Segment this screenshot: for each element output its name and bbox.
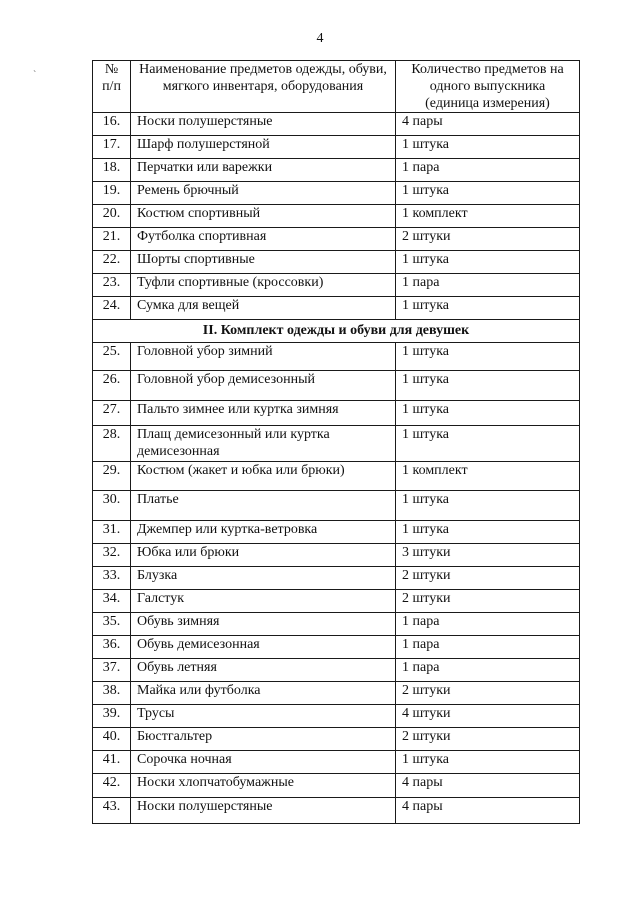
row-number: 26.: [93, 371, 131, 401]
row-quantity: 1 штука: [396, 182, 580, 205]
row-item-name: Костюм спортивный: [131, 205, 396, 228]
row-quantity: 2 штуки: [396, 590, 580, 613]
row-item-name: Джемпер или куртка-ветровка: [131, 521, 396, 544]
row-item-name: Трусы: [131, 705, 396, 728]
table-row: [93, 401, 580, 426]
row-quantity: 1 пара: [396, 636, 580, 659]
row-number: 17.: [93, 136, 131, 159]
table-row: [93, 705, 580, 728]
table-row: [93, 774, 580, 798]
row-number: 16.: [93, 113, 131, 136]
row-item-name: Носки полушерстяные: [131, 113, 396, 136]
row-item-name: Перчатки или варежки: [131, 159, 396, 182]
table-row: [93, 544, 580, 567]
row-quantity: 2 штуки: [396, 728, 580, 751]
row-item-name: Шорты спортивные: [131, 251, 396, 274]
table-row: [93, 182, 580, 205]
row-number: 19.: [93, 182, 131, 205]
row-item-name: Бюстгальтер: [131, 728, 396, 751]
table-row: [93, 682, 580, 705]
table-row: [93, 590, 580, 613]
row-item-name: Туфли спортивные (кроссовки): [131, 274, 396, 297]
row-item-name: Футболка спортивная: [131, 228, 396, 251]
row-quantity: 1 пара: [396, 159, 580, 182]
row-item-name: Блузка: [131, 567, 396, 590]
table-row: [93, 521, 580, 544]
table-row: [93, 613, 580, 636]
row-quantity: 1 штука: [396, 751, 580, 774]
table-row: [93, 159, 580, 182]
row-quantity: 1 штука: [396, 343, 580, 371]
table-row: [93, 567, 580, 590]
row-quantity: 2 штуки: [396, 682, 580, 705]
section-title: II. Комплект одежды и обуви для девушек: [93, 320, 580, 343]
row-number: 29.: [93, 462, 131, 491]
header-item-name: Наименование предметов одежды, обуви, мягкого инвентаря, оборудования: [131, 61, 396, 113]
row-quantity: 1 штука: [396, 251, 580, 274]
row-number: 31.: [93, 521, 131, 544]
row-number: 33.: [93, 567, 131, 590]
row-quantity: 1 пара: [396, 613, 580, 636]
table-row: [93, 136, 580, 159]
row-number: 25.: [93, 343, 131, 371]
table-row: [93, 659, 580, 682]
row-number: 34.: [93, 590, 131, 613]
row-quantity: 2 штуки: [396, 228, 580, 251]
row-quantity: 2 штуки: [396, 567, 580, 590]
row-quantity: 1 штука: [396, 491, 580, 521]
table-row: [93, 113, 580, 136]
row-item-name: Пальто зимнее или куртка зимняя: [131, 401, 396, 426]
row-item-name: Плащ демисезонный или куртка демисезонная: [131, 426, 396, 462]
table-row: [93, 228, 580, 251]
row-item-name: Головной убор демисезонный: [131, 371, 396, 401]
row-item-name: Майка или футболка: [131, 682, 396, 705]
row-item-name: Ремень брючный: [131, 182, 396, 205]
row-quantity: 1 штука: [396, 371, 580, 401]
table-row: [93, 798, 580, 824]
table-row: [93, 371, 580, 401]
row-quantity: 4 пары: [396, 798, 580, 824]
table-row: [93, 636, 580, 659]
row-quantity: 1 пара: [396, 659, 580, 682]
row-quantity: 4 штуки: [396, 705, 580, 728]
row-number: 40.: [93, 728, 131, 751]
table-row: [93, 491, 580, 521]
row-quantity: 1 пара: [396, 274, 580, 297]
row-number: 21.: [93, 228, 131, 251]
row-item-name: Шарф полушерстяной: [131, 136, 396, 159]
row-number: 22.: [93, 251, 131, 274]
row-quantity: 1 штука: [396, 297, 580, 320]
row-number: 35.: [93, 613, 131, 636]
stray-mark: `: [33, 70, 37, 81]
table-row: [93, 343, 580, 371]
row-number: 20.: [93, 205, 131, 228]
row-item-name: Сумка для вещей: [131, 297, 396, 320]
row-quantity: 3 штуки: [396, 544, 580, 567]
row-number: 28.: [93, 426, 131, 462]
table-body: [93, 113, 580, 824]
row-item-name: Носки хлопчатобумажные: [131, 774, 396, 798]
row-quantity: 4 пары: [396, 774, 580, 798]
row-item-name: Носки полушерстяные: [131, 798, 396, 824]
table-row: [93, 728, 580, 751]
row-number: 38.: [93, 682, 131, 705]
items-table: [92, 60, 580, 824]
row-item-name: Обувь зимняя: [131, 613, 396, 636]
row-item-name: Костюм (жакет и юбка или брюки): [131, 462, 396, 491]
section-row: [93, 320, 580, 343]
row-number: 37.: [93, 659, 131, 682]
row-quantity: 1 штука: [396, 521, 580, 544]
row-number: 43.: [93, 798, 131, 824]
row-quantity: 1 штука: [396, 401, 580, 426]
row-item-name: Сорочка ночная: [131, 751, 396, 774]
header-number: № п/п: [93, 61, 131, 113]
row-quantity: 4 пары: [396, 113, 580, 136]
page-number: 4: [316, 31, 324, 46]
row-number: 42.: [93, 774, 131, 798]
row-number: 39.: [93, 705, 131, 728]
table-row: [93, 205, 580, 228]
row-number: 30.: [93, 491, 131, 521]
row-quantity: 1 комплект: [396, 205, 580, 228]
table-row: [93, 251, 580, 274]
row-number: 23.: [93, 274, 131, 297]
row-number: 24.: [93, 297, 131, 320]
table-row: [93, 297, 580, 320]
row-quantity: 1 штука: [396, 136, 580, 159]
row-item-name: Юбка или брюки: [131, 544, 396, 567]
row-item-name: Платье: [131, 491, 396, 521]
table-row: [93, 426, 580, 462]
row-item-name: Обувь летняя: [131, 659, 396, 682]
row-quantity: 1 комплект: [396, 462, 580, 491]
row-number: 27.: [93, 401, 131, 426]
row-item-name: Галстук: [131, 590, 396, 613]
row-quantity: 1 штука: [396, 426, 580, 462]
row-number: 32.: [93, 544, 131, 567]
row-number: 36.: [93, 636, 131, 659]
row-number: 41.: [93, 751, 131, 774]
row-item-name: Обувь демисезонная: [131, 636, 396, 659]
header-quantity: Количество предметов на одного выпускника (единица измерения): [396, 61, 580, 113]
table-row: [93, 274, 580, 297]
table-header-row: [93, 61, 580, 113]
row-number: 18.: [93, 159, 131, 182]
row-item-name: Головной убор зимний: [131, 343, 396, 371]
table-row: [93, 751, 580, 774]
table-row: [93, 462, 580, 491]
